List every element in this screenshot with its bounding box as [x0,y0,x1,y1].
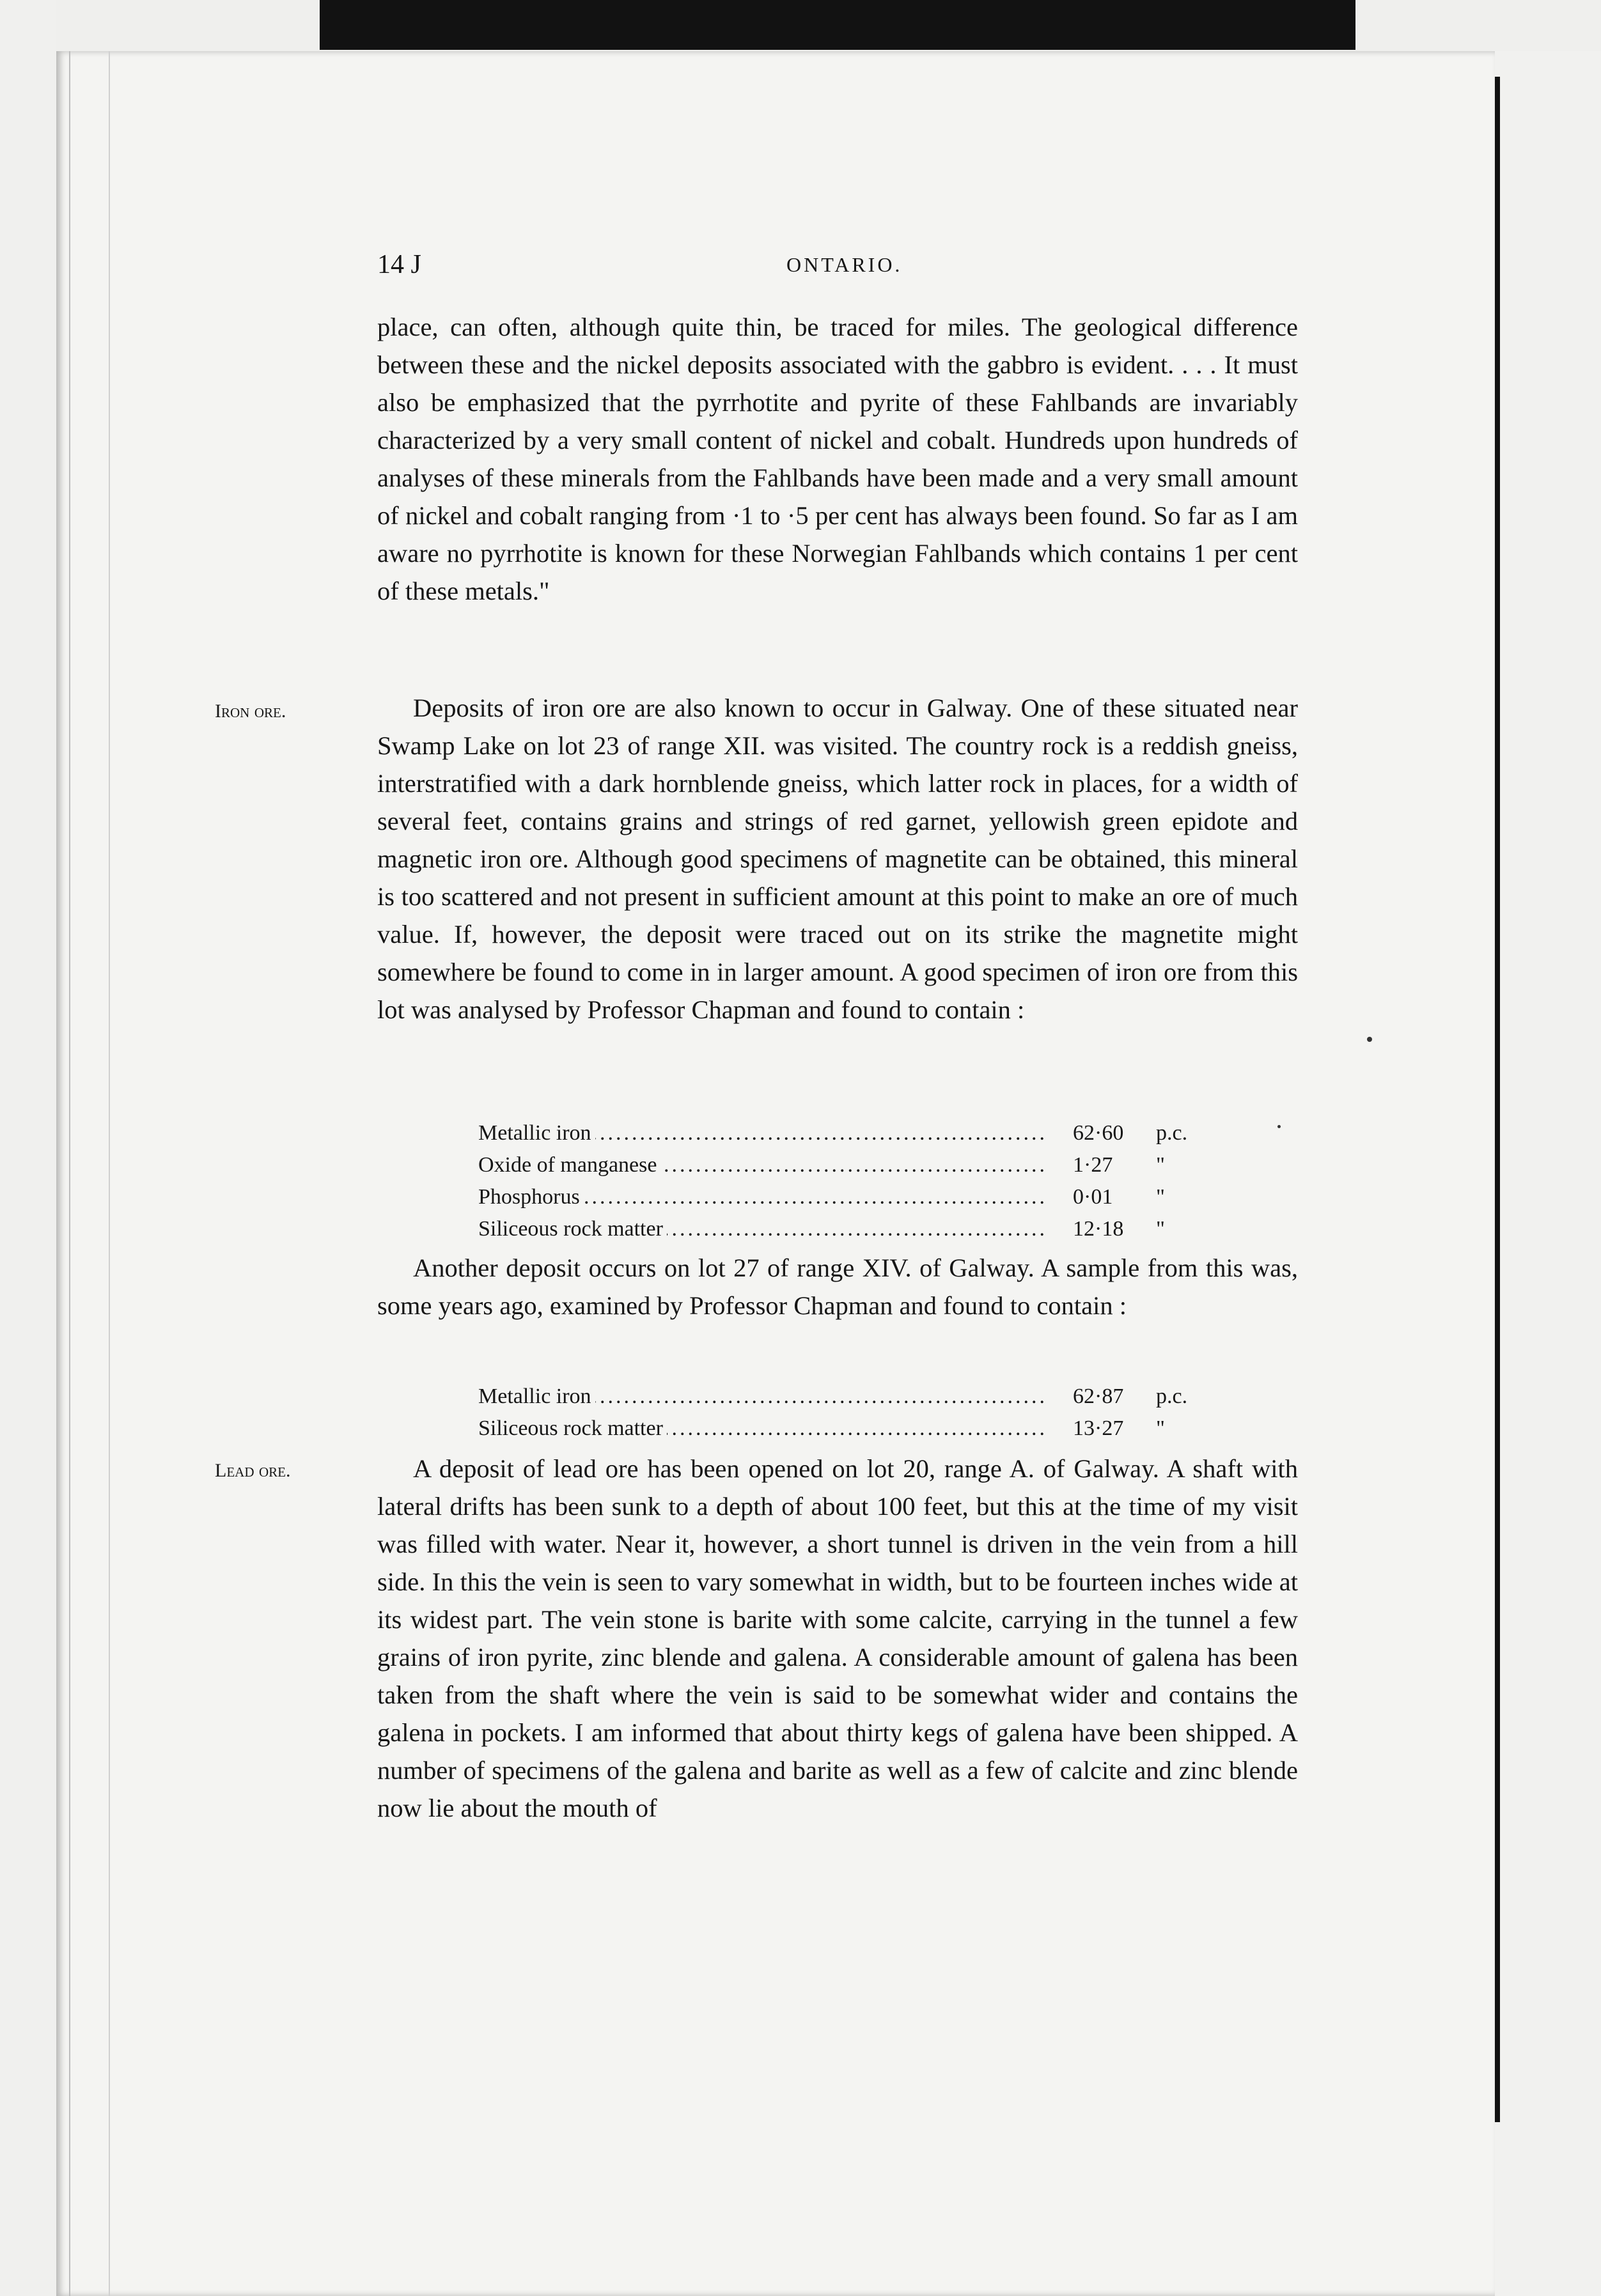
analysis-unit: p.c. [1156,1385,1188,1408]
analysis-table-2 [478,1381,1207,1445]
analysis-label: Siliceous rock matter [478,1413,667,1445]
page-header [377,249,1298,288]
scan-speck [1367,1037,1372,1042]
scan-speck [1277,1125,1281,1128]
sheet-edge-lines [69,51,110,2296]
side-note-iron-ore: Iron ore. [215,701,286,722]
paragraph-text: place, can often, although quite thin, be traced for miles. The geological difference between these and the nickel deposits associated with the gabbro is evident. . . . It must also be emphasized that the pyrrhotite and pyrite of these Fahlbands are invariably characterized by a very small content of nickel and cobalt. Hundreds upon hundreds of analyses of these minerals from the Fahlbands have been made and a very small amount of nickel and cobalt ranging from ·1 to ·5 per cent has always been found. So far as I am aware no pyrrhotite is known for these Norwegian Fahlbands which contains 1 per cent of these metals." [377,313,1298,605]
analysis-label: Oxide of manganese [478,1149,660,1181]
paragraph-second-deposit [377,1249,1298,1324]
analysis-value: 62·60 [1073,1121,1124,1145]
scan-left-margin [0,0,56,2296]
analysis-unit: " [1156,1416,1165,1440]
table-row [478,1381,1207,1413]
analysis-value: 1·27 [1073,1153,1113,1177]
page-number: 14 J [377,250,421,279]
scan-top-band [0,0,1601,51]
paragraph-text: Deposits of iron ore are also known to occur in Galway. One of these situated near Swamp Lake on lot 23 of range XII. was visited. The country rock is a reddish gneiss, interstratified with a dark hornblende gneiss, which latter rock in places, for a width of several feet, contains grains and strings of red garnet, yellowish green epidote and magnetic iron ore. Although good specimens of magnetite can be obtained, this mineral is too scattered and not present in sufficient amount at this point to make an ore of much value. If, however, the deposit were traced out on its strike the magnetite might somewhere be found to come in in larger amount. A good specimen of iron ore from this lot was analysed by Professor Chapman and found to contain : [377,694,1298,1024]
analysis-unit: p.c. [1156,1121,1188,1145]
analysis-value: 62·87 [1073,1385,1124,1408]
table-row [478,1413,1207,1445]
scan-right-margin [1495,51,1601,2296]
paragraph-lead-ore [377,1450,1298,1827]
scan-dark-margin [320,0,1355,50]
table-row [478,1149,1207,1181]
analysis-label: Siliceous rock matter [478,1213,667,1245]
analysis-label: Metallic iron [478,1117,595,1149]
analysis-table-1 [478,1117,1207,1245]
analysis-value: 13·27 [1073,1416,1124,1440]
analysis-unit: " [1156,1185,1165,1209]
table-row [478,1181,1207,1213]
table-row [478,1117,1207,1149]
paragraph-iron-ore [377,689,1298,1028]
side-note-lead-ore: Lead ore. [215,1460,291,1481]
analysis-unit: " [1156,1217,1165,1241]
analysis-value: 12·18 [1073,1217,1124,1241]
analysis-unit: " [1156,1153,1165,1177]
paragraph-fahlbands [377,308,1298,610]
paragraph-text: A deposit of lead ore has been opened on lot 20, range A. of Galway. A shaft with lateral drifts has been sunk to a depth of about 100 feet, but this at the time of my visit was filled with water. Near it, however, a short tunnel is driven in the vein from a hill side. In this the vein is seen to vary somewhat in width, but to be fourteen inches wide at its widest part. The vein stone is barite with some calcite, carrying in the tunnel a few grains of iron pyrite, zinc blende and galena. A considerable amount of galena has been taken from the shaft where the vein is said to be somewhat wider and contains the galena in pockets. I am informed that about thirty kegs of galena have been shipped. A number of specimens of the galena and barite as well as a few of calcite and zinc blende now lie about the mouth of [377,1454,1298,1822]
analysis-label: Metallic iron [478,1381,595,1413]
analysis-label: Phosphorus [478,1181,584,1213]
table-row [478,1213,1207,1245]
paragraph-text: Another deposit occurs on lot 27 of range XIV. of Galway. A sample from this was, some years ago, examined by Professor Chapman and found to contain : [377,1253,1298,1320]
facing-page-edge [1495,77,1500,2122]
running-head: ONTARIO. [786,253,903,276]
analysis-value: 0·01 [1073,1185,1113,1209]
